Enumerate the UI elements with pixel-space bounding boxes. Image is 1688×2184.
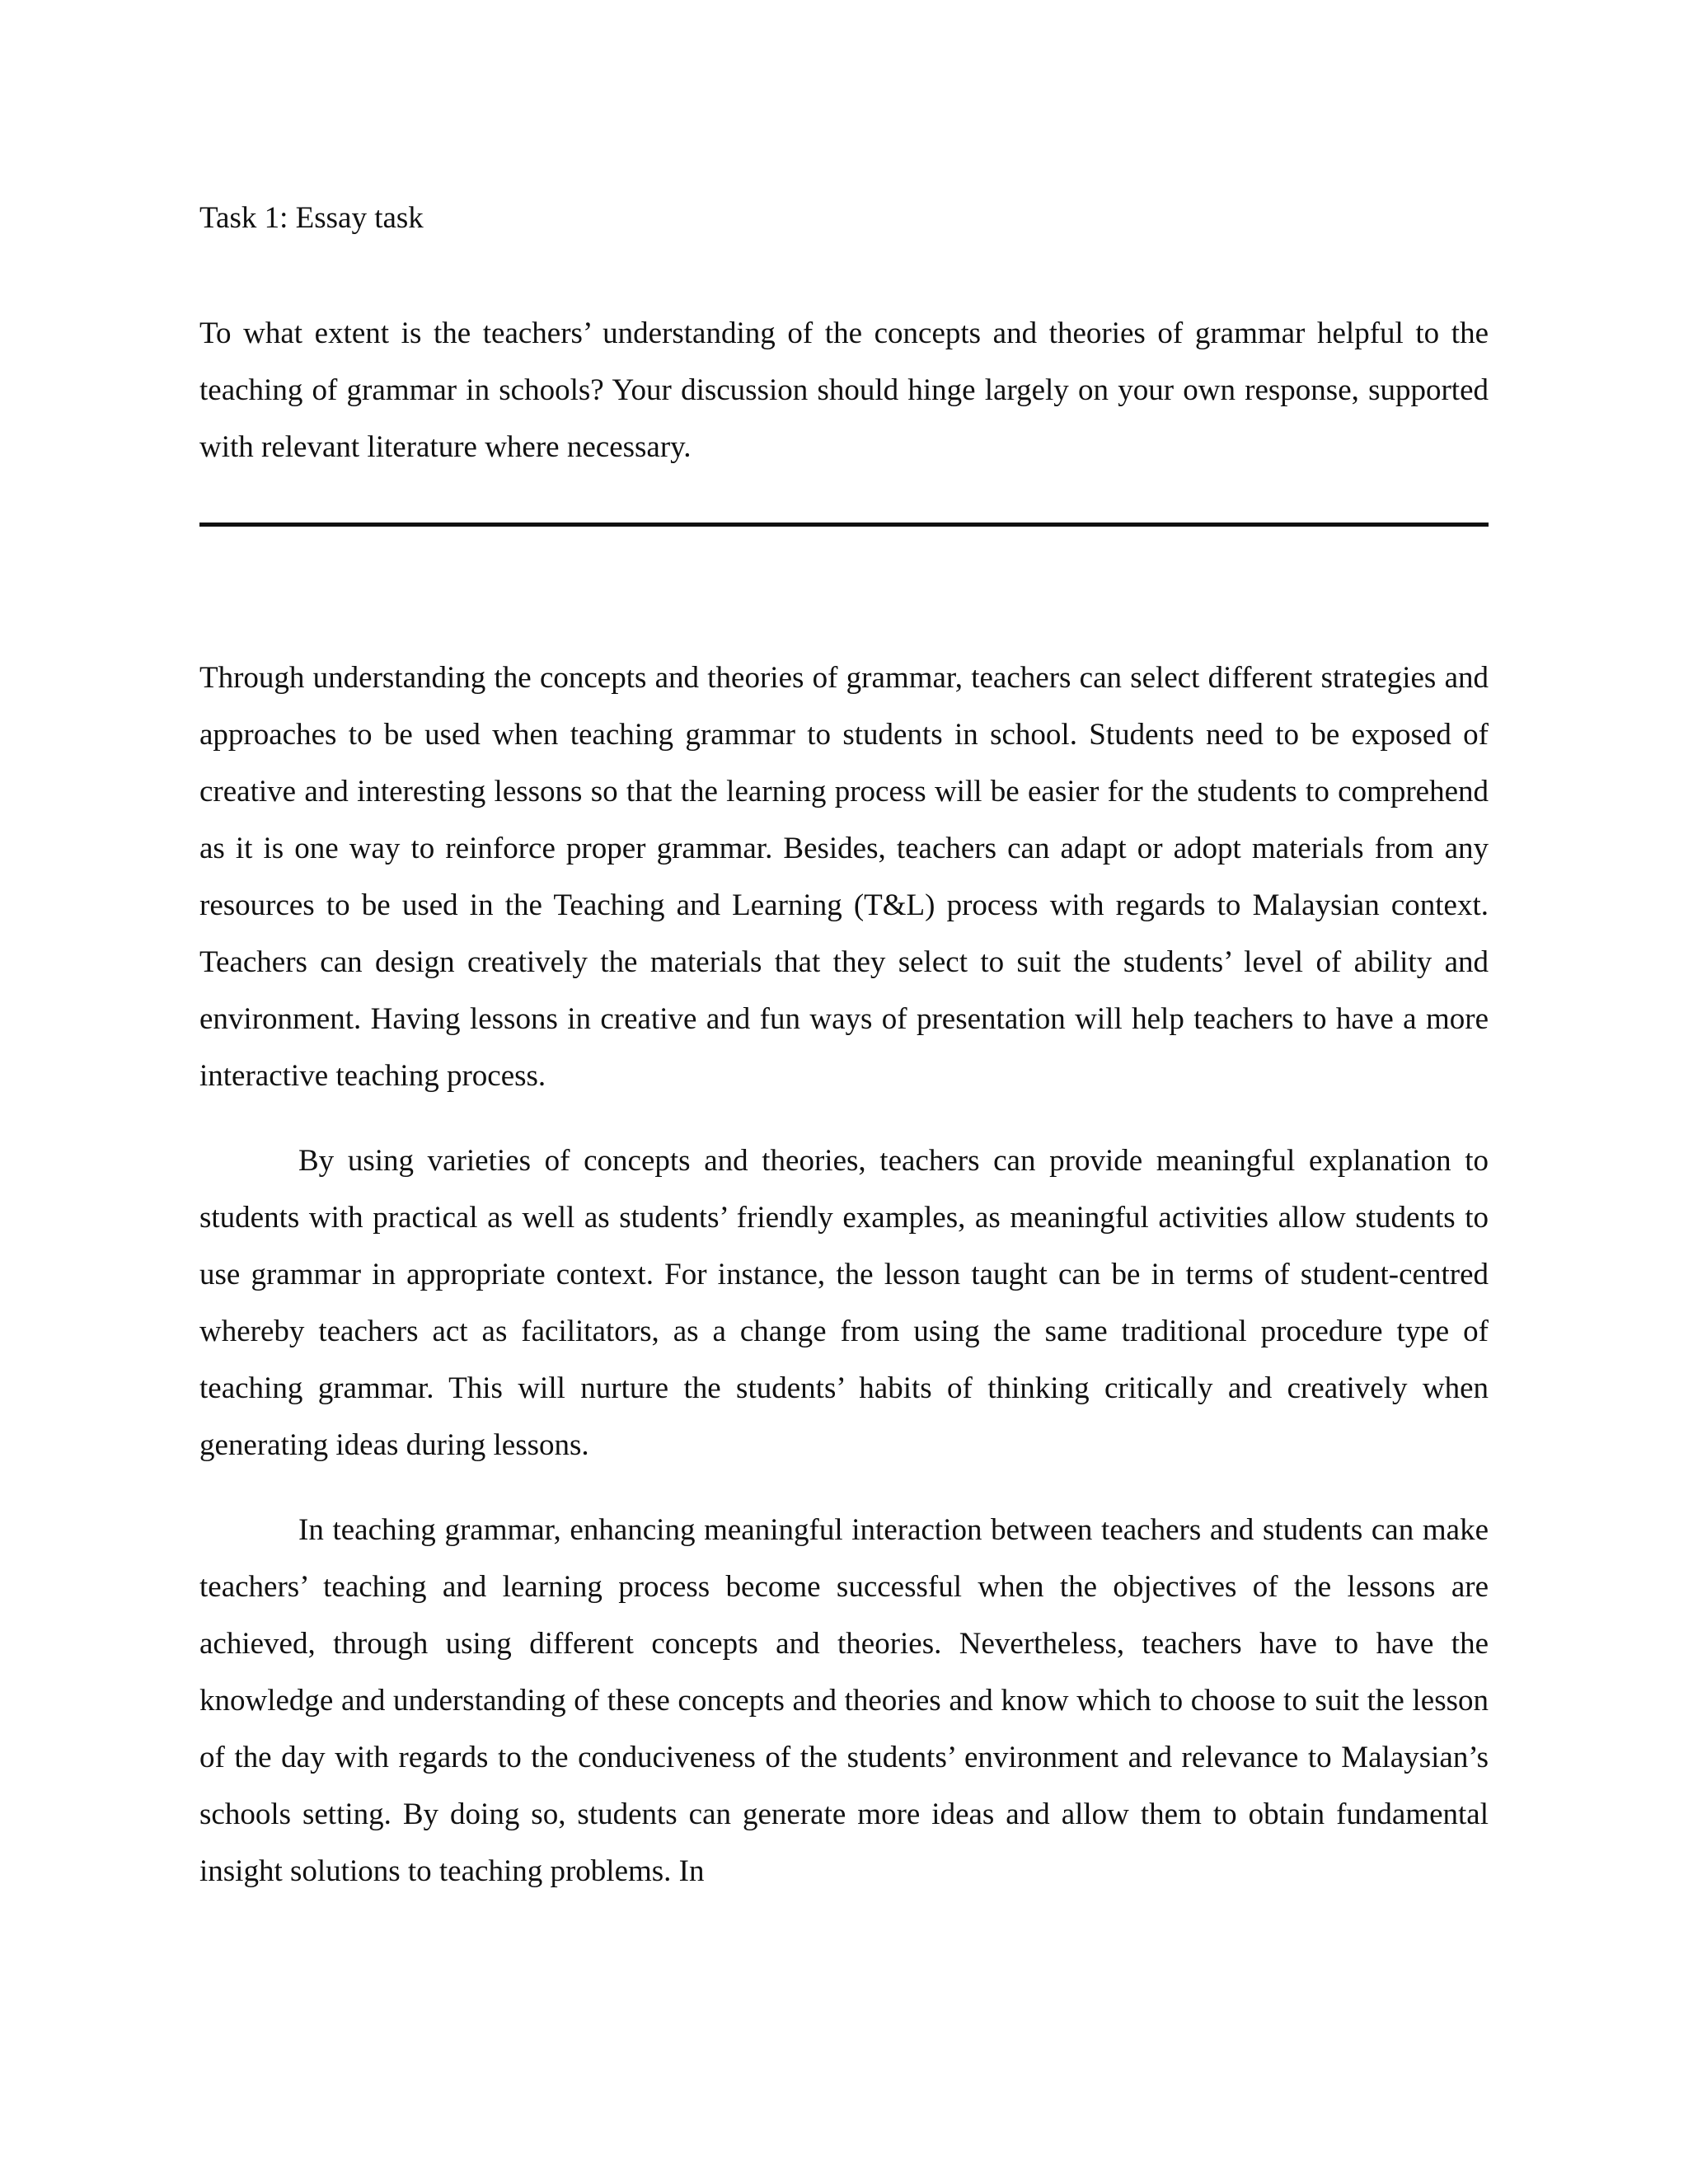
essay-paragraph-2: By using varieties of concepts and theories, teachers can provide meaningful explanation to students with practical as well as students’ friendly examples, as meaningful activities allow students to use grammar in appropriate context. For instance, the lesson taught can be in terms of student-centred whereby teachers act as facilitators, as a change from using the same traditional procedure type of teaching grammar. This will nurture the students’ habits of thinking critically and creatively when generating ideas during lessons. [199,1144,1489,1462]
essay-prompt: To what extent is the teachers’ understanding of the concepts and theories of grammar helpful to the teaching of grammar in schools? Your discussion should hinge largely on your own response, supported with relevant literature where necessary. [199,316,1489,464]
essay-paragraph-3: In teaching grammar, enhancing meaningful interaction between teachers and students can make teachers’ teaching and learning process become successful when the objectives of the lessons are achieved, through using different concepts and theories. Nevertheless, teachers have to have the knowledge and understanding of these concepts and theories and know which to choose to suit the lesson of the day with regards to the conduciveness of the students’ environment and relevance to Malaysian’s schools setting. By doing so, students can generate more ideas and allow them to obtain fundamental insight solutions to teaching problems. In [199,1513,1489,1888]
essay-paragraph-1: Through understanding the concepts and theories of grammar, teachers can select different strategies and approaches to be used when teaching grammar to students in school. Students need to be exposed of creative and interesting lessons so that the learning process will be easier for the students to comprehend as it is one way to reinforce proper grammar. Besides, teachers can adapt or adopt materials from any resources to be used in the Teaching and Learning (T&L) process with regards to Malaysian context. Teachers can design creatively the materials that they select to suit the students’ level of ability and environment. Having lessons in creative and fun ways of presentation will help teachers to have a more interactive teaching process. [199,661,1489,1093]
horizontal-rule [199,523,1489,527]
essay-body [199,649,1489,1928]
task-heading: Task 1: Essay task [199,201,424,235]
